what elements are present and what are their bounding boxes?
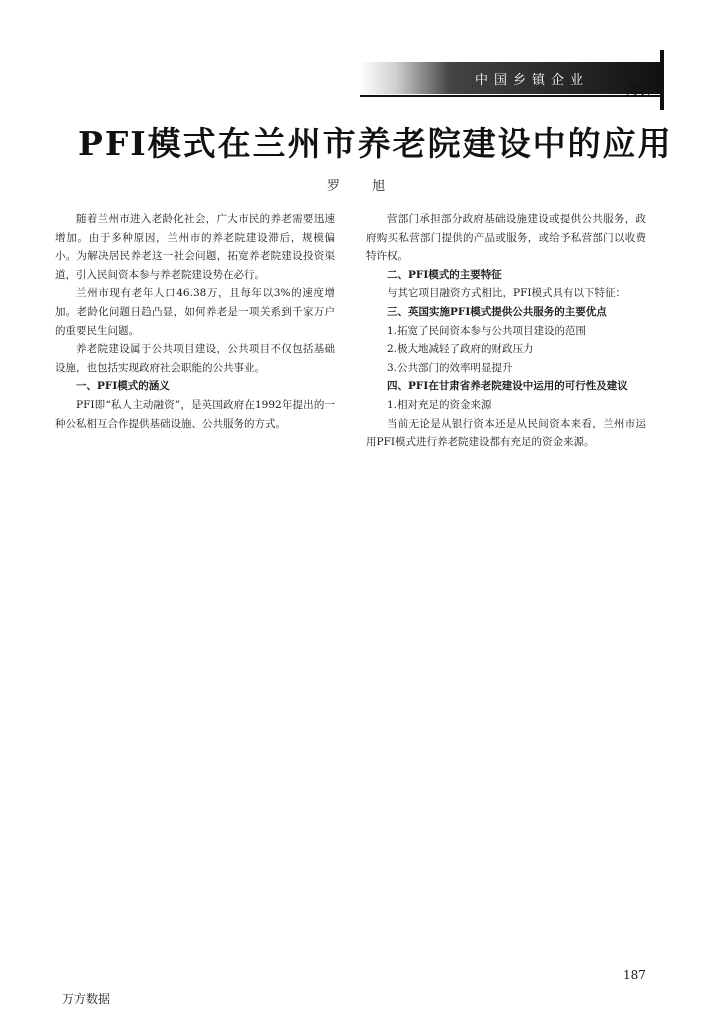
heading-right-3: 三、英国实施PFI模式提供公共服务的主要优点 <box>387 305 607 318</box>
heading-right-5: 2.极大地减轻了政府的财政压力 <box>387 343 534 356</box>
author-name: 罗 旭 <box>327 179 400 194</box>
header-band-text: 中国乡镇企业 <box>475 73 590 88</box>
heading-left-3: 一、PFI模式的涵义 <box>76 380 170 393</box>
paragraph-left-4: PFI即“私人主动融资”，是英国政府在1992年提出的一种公私相互合作提供基础设施、公共服务的方式。 <box>55 398 335 430</box>
header-rule <box>360 95 660 97</box>
heading-right-1: 二、PFI模式的主要特征 <box>387 268 502 281</box>
section-tag: 会计 <box>624 81 655 99</box>
paragraph-right-9: 当前无论是从银行资本还是从民间资本来看，兰州市运用PFI模式进行养老院建设都有充足的资金来源。 <box>366 417 646 449</box>
paragraph-right-0: 营部门承担部分政府基础设施建设或提供公共服务，政府购买私营部门提供的产品或服务，或给予私营部门以收费特许权。 <box>366 213 646 263</box>
heading-right-6: 3.公共部门的效率明显提升 <box>387 361 513 374</box>
right-column <box>366 210 646 452</box>
article-title: PFI模式在兰州市养老院建设中的应用 <box>78 124 673 163</box>
page-number: 187 <box>623 968 646 982</box>
paragraph-right-2: 与其它项目融资方式相比，PFI模式具有以下特征： <box>387 287 626 300</box>
left-column <box>55 210 335 433</box>
footer-watermark: 万方数据 <box>62 992 111 1006</box>
heading-right-7: 四、PFI在甘肃省养老院建设中运用的可行性及建议 <box>387 380 628 393</box>
heading-right-4: 1.拓宽了民间资本参与公共项目建设的范围 <box>387 324 587 337</box>
heading-right-8: 1.相对充足的资金来源 <box>387 398 492 411</box>
paragraph-left-1: 兰州市现有老年人口46.38万，且每年以3%的速度增加。老龄化问题日趋凸显，如何养老是一项关系到千家万户的重要民生问题。 <box>55 287 335 337</box>
header-band <box>360 62 660 94</box>
header-vertical-bar <box>660 50 664 110</box>
paragraph-left-2: 养老院建设属于公共项目建设，公共项目不仅包括基础设施，也包括实现政府社会职能的公共事业。 <box>55 343 335 374</box>
paragraph-left-0: 随着兰州市进入老龄化社会，广大市民的养老需要迅速增加。由于多种原因，兰州市的养老院建设滞后，规模偏小。为解决居民养老这一社会问题，拓宽养老院建设投资渠道，引入民间资本参与养老院建设势在必行。 <box>55 213 335 281</box>
